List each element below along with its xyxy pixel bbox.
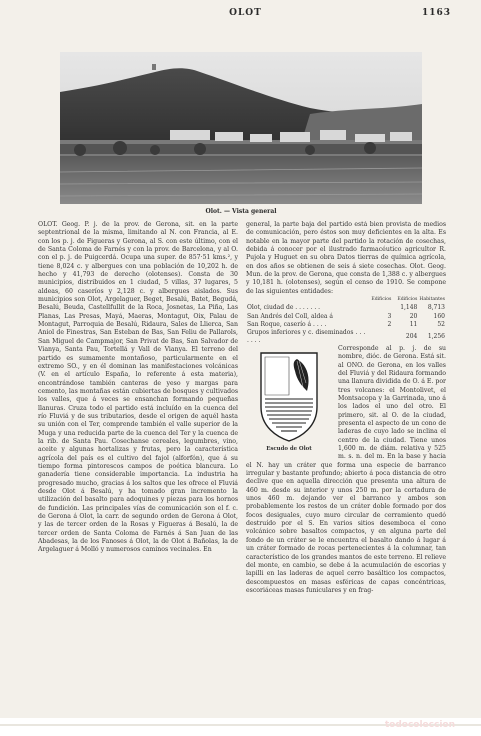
photo-olot-general-view bbox=[60, 52, 422, 204]
page-header bbox=[40, 8, 451, 22]
table-cell: Olot, ciudad de . . . . . . . bbox=[247, 304, 321, 312]
coat-of-arms-caption: Escudo de Olot bbox=[266, 445, 312, 452]
table-cell: 52 bbox=[437, 320, 445, 328]
table-row bbox=[246, 329, 446, 345]
left-column bbox=[38, 221, 238, 717]
table-header: Edificios bbox=[397, 297, 418, 303]
table-cell: 20 bbox=[409, 312, 418, 320]
table-cell: 11 bbox=[409, 320, 418, 328]
table-cell: 3 bbox=[387, 312, 392, 320]
watermark: todocoleccion bbox=[384, 720, 455, 730]
left-column-text: OLOT. Geog. P. j. de la prov. de Gerona, sit. en la parte septentrional de la misma, limitando al N. con Francia, al E. con los p. j. de Figueras y Gerona, al S. con este último, con el de Santa Coloma de Farnés y con la prov. de Barcelona, y al O. con el p. j. de Puigcerdá. Ocupa una super. de 857·51 kms.², y tiene 8,024 c. y albergues con una población de 10,202 h. de hecho y 41,793 de derecho (olotenses). Consta de 30 municipios, distribuidos en 1 ciudad, 5 villas, 37 lugares, 5 aldeas, 60 caseríos y 2,128 c. y albergues aislados. Sus municipios son Olot, Argelaguer, Beget, Besalú, Batet, Begudá, Besalú, Beuda, Castellfullit de la Roca, Josnetas, La Piña, Las Planas, Las Presas, Mayá, Maeras, Montagut, Oix, Palau de Montagut, Parroquia de Besalú, Ridaura, Sales de Llierca, San Aniol de Finestras, San Esteban de Bas, San Feliu de Pallarols, San Miguel de Campmajor, San Privat de Bas, San Salvador de Vianya, Santa Pau, Tortellá y Vall de Vianya. El terreno del partido es sumamente montañoso, particularmente en el extremo SO., y en él dominan las manifestaciones volcánicas (V. en el artículo España, lo referente á esta materia), encontrándose también canteras de yeso y margas para cemento, las montañas están cubiertas de bosques y cultivados los valles, que á veces se ensanchan formando pequeñas llanuras. Cruza todo el partido está incluído en la cuenca del río Fluviá y de sus tributarios, desde el origen de aquél hasta su unión con el Ter, comprende también el valle superior de la Muga y una reducida parte de la cuenca del Ter y la cuenca de la rib. de Santa Pau. Cosechanse cereales, legumbres, vino, aceite y algunas hortalizas y frutas, pero la característica agrícola del país es el cultivo del fajol (alforfón), que á su tiempo forma pintorescos campos de poética blancura. Lo ganadería tiene considerable importancia. La industria ha progresado mucho, gracias á los saltos que les ofrece el Fluviá desde Olot á Besalú, y ha tomado gran incremento la utilización del basalto para adoquines y piezas para los hornos de fundición. Las principales vías de comunicación son el f. c. de Gerona á Olot, la carr. de segundo orden de Gerona á Olot, y las de tercer orden de la Rosas y Figueras á Besalú, la de tercer orden de Santa Coloma de Farnés á San Juan de las Abadesas, la de los Fanoses á Olot, la de Olot á Bañolas, la de Argelaguer á Molló y numerosos caminos vecinales. En bbox=[38, 221, 238, 554]
table-cell: 2 bbox=[387, 320, 392, 328]
right-column bbox=[246, 221, 446, 717]
population-table bbox=[246, 296, 446, 345]
table-header-row bbox=[246, 296, 446, 304]
table-cell: 8,713 bbox=[427, 304, 445, 312]
photo-caption: Olot. — Vista general bbox=[205, 208, 277, 215]
table-cell bbox=[366, 304, 392, 312]
table-row bbox=[246, 313, 446, 321]
table-cell: 1,256 bbox=[427, 332, 445, 340]
footer-strip bbox=[0, 718, 481, 736]
right-column-text-b: Corresponde al p. j. de su nombre, dióc. de Gerona. Está sit. al ONO. de Gerona, en los valles del Fluviá y del Ridaura formando una llanura dividida de O. á E. por tres volcanes: el Montolivet, el Montsacopa y la Garrinada, uno á los lados el uno del otro. El primero, sit. al O. de la ciudad, presenta el aspecto de un cono de laderas de cuyo lado se inclina el centro de la ciudad. Tiene unos 1,600 m. de diám. relativa y 525 m. s. n. del m. En la base y hacia el N. hay un cráter que forma una especie de barranco irregular y bastante profundo; abierto á poca distancia de otro declive que en aquella dirección que presenta una altura de 460 m. desde su interior y unos 250 m. por la cortadura de unos 460 m. dejando ver el barranco y ambos son probablemente los restos de un cráter doble formado por dos focos desiguales, cuyo muro circular de cerramiento quedó destruído por el S. En varios sitios desemboca el cono volcánico sobre basaltos compactos, y en alguna parte del fondo de un cráter se le encuentra el basalto dando á lugar á un cráter formado de rocas pertenecientes á la columnar, tan característico de los grandes mantos de este terreno. El relieve del monte, en cambio, se debe á la acumulación de escorias y lapilli en las laderas de aquel cerro basáltico los compactos, descompuestos en masas esféricas de capas concéntricas, escoriáceas masas funiculares y en frag- bbox=[246, 344, 446, 594]
table-row bbox=[246, 321, 446, 329]
table-cell: San Andrés del Coll, aldea á bbox=[247, 312, 333, 320]
table-header: Habitantes bbox=[419, 297, 445, 303]
running-title: OLOT bbox=[229, 8, 262, 18]
right-column-text-a: general, la parte baja del partido está bien provista de medios de comunicación, pero éstos son muy deficientes en la alta. Es notable en la mayor parte del partido la rotación de cosechas, debida á conocer por el ilustrado farmacéutico agricultor R. Pujola y Huguet en su obra Datos tierras de química agrícola, en dos años se obtienen de seis á siete cosechas. Olot. Geog. Mun. de la prov. de Gerona, que consta de 1,388 c. y albergues y 10,181 h. (olotenses), según el censo de 1910. Se compone de las siguientes entidades: bbox=[246, 221, 446, 295]
table-cell: 204 bbox=[405, 332, 418, 340]
table-cell bbox=[366, 329, 392, 345]
coat-of-arms-shield-icon bbox=[257, 347, 321, 443]
table-row bbox=[246, 304, 446, 312]
table-cell: Grupos inferiores y c. diseminados . . . . . . . bbox=[247, 328, 366, 344]
table-cell: 1,148 bbox=[400, 304, 418, 312]
coat-of-arms bbox=[246, 347, 332, 453]
table-cell: 160 bbox=[433, 312, 445, 320]
table-header: Edificios bbox=[371, 297, 392, 303]
page-number: 1163 bbox=[421, 8, 451, 18]
table-cell: San Roque, caserío á . . . . bbox=[247, 320, 327, 328]
